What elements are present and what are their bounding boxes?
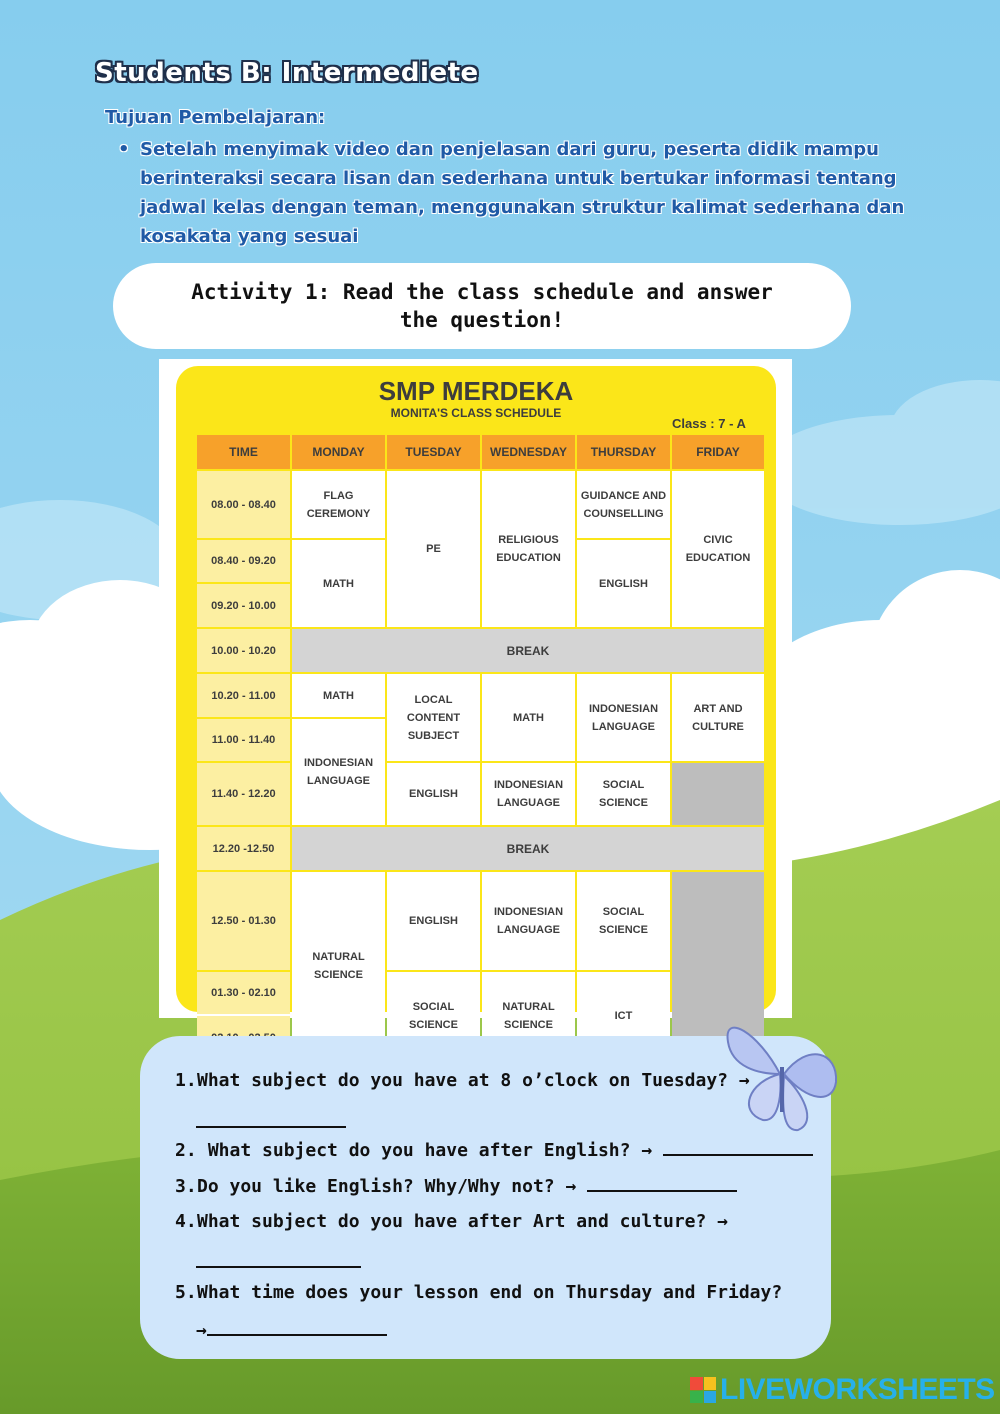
cell-monday-math: MATH	[292, 540, 385, 627]
time-slot: 12.20 -12.50	[197, 827, 290, 870]
question-1	[175, 1070, 750, 1091]
time-slot: 11.00 - 11.40	[197, 719, 290, 761]
cell-friday-civic: CIVIC EDUCATION	[672, 471, 764, 627]
time-slot: 09.20 - 10.00	[197, 584, 290, 627]
header-thursday: THURSDAY	[577, 435, 670, 469]
cell-wednesday-indonesian-2: INDONESIAN LANGUAGE	[482, 872, 575, 970]
question-2	[175, 1140, 813, 1161]
time-slot: 10.20 - 11.00	[197, 674, 290, 717]
cell-monday-flag-ceremony: FLAG CEREMONY	[292, 471, 385, 538]
activity-title-box	[113, 263, 851, 349]
arrow-icon: →	[196, 1320, 207, 1341]
header-time: TIME	[197, 435, 290, 469]
time-slot: 08.40 - 09.20	[197, 540, 290, 582]
objective-heading: Tujuan Pembelajaran:	[105, 107, 326, 128]
bullet-icon: •	[118, 139, 130, 160]
header-tuesday: TUESDAY	[387, 435, 480, 469]
brand-name: LIVEWORKSHEETS	[720, 1373, 995, 1406]
question-text: Do you like English? Why/Why not? →	[197, 1176, 577, 1197]
cell-tuesday-pe: PE	[387, 471, 480, 627]
cell-thursday-english: ENGLISH	[577, 540, 670, 627]
cell-wednesday-religious: RELIGIOUS EDUCATION	[482, 471, 575, 627]
question-4	[175, 1211, 728, 1232]
answer-line[interactable]	[587, 1178, 737, 1192]
question-text: What time does your lesson end on Thursday and Friday?	[197, 1282, 783, 1303]
question-number: 4.	[175, 1211, 197, 1232]
objective-body: Setelah menyimak video dan penjelasan dari guru, peserta didik mampu berinteraksi secara lisan dan sederhana untuk bertukar informasi tentang jadwal kelas dengan teman, menggunakan struktur kalimat sederhana dan kosakata yang sesuai	[140, 139, 905, 247]
question-number: 5.	[175, 1282, 197, 1303]
question-number: 3.	[175, 1176, 197, 1197]
cell-wednesday-natural: NATURAL SCIENCE	[482, 972, 575, 1060]
cell-thursday-ict: ICT	[577, 972, 670, 1060]
time-slot-group	[197, 872, 290, 970]
answer-line[interactable]	[663, 1142, 813, 1156]
logo-square	[690, 1377, 703, 1390]
logo-square	[690, 1391, 703, 1404]
answer-line[interactable]	[207, 1322, 387, 1336]
cell-wednesday-math: MATH	[482, 674, 575, 761]
cell-wednesday-indonesian: INDONESIAN LANGUAGE	[482, 763, 575, 825]
cell-friday-empty	[672, 763, 764, 825]
answer-blank-1[interactable]	[196, 1112, 346, 1133]
activity-title: Activity 1: Read the class schedule and answer the question!	[191, 280, 773, 332]
time-slot: 10.00 - 10.20	[197, 629, 290, 672]
cell-tuesday-local-content: LOCAL CONTENT SUBJECT	[387, 674, 480, 761]
objective-text	[118, 135, 918, 251]
cell-thursday-indonesian: INDONESIAN LANGUAGE	[577, 674, 670, 761]
header-friday: FRIDAY	[672, 435, 764, 469]
schedule-subtitle: MONITA'S CLASS SCHEDULE	[390, 406, 562, 420]
cell-tuesday-social: SOCIAL SCIENCE	[387, 972, 480, 1060]
cell-thursday-social: SOCIAL SCIENCE	[577, 763, 670, 825]
logo-square	[704, 1377, 717, 1390]
cell-friday-art: ART AND CULTURE	[672, 674, 764, 761]
question-number: 1.	[175, 1070, 197, 1091]
cell-break: BREAK	[292, 629, 764, 672]
class-label: Class : 7 - A	[672, 416, 746, 431]
brand-logo-icon	[690, 1377, 716, 1403]
cell-tuesday-english-2: ENGLISH	[387, 872, 480, 970]
question-3	[175, 1176, 737, 1197]
logo-square	[704, 1391, 717, 1404]
cell-break: BREAK	[292, 827, 764, 870]
cell-monday-math-2: MATH	[292, 674, 385, 717]
answer-blank-4[interactable]	[196, 1252, 361, 1273]
time-slot: 12.50 - 01.30	[211, 915, 276, 927]
timetable	[197, 435, 754, 1031]
school-name: SMP MERDEKA	[378, 376, 574, 406]
question-text: What subject do you have after English? →	[197, 1140, 653, 1161]
page-title: Students B: Intermediete	[95, 58, 479, 88]
header-wednesday: WEDNESDAY	[482, 435, 575, 469]
header-monday: MONDAY	[292, 435, 385, 469]
time-slot: 11.40 - 12.20	[197, 763, 290, 825]
answer-line[interactable]	[196, 1254, 361, 1268]
cell-monday-natural-science: NATURAL SCIENCE	[292, 872, 385, 1060]
time-slot: 01.30 - 02.10	[197, 972, 290, 1014]
question-text: What subject do you have at 8 o’clock on Tuesday? →	[197, 1070, 750, 1091]
cell-monday-indonesian: INDONESIAN LANGUAGE	[292, 719, 385, 825]
answer-blank-5[interactable]	[196, 1320, 387, 1341]
liveworksheets-logo	[690, 1373, 995, 1407]
cell-thursday-guidance: GUIDANCE AND COUNSELLING	[577, 471, 670, 538]
question-number: 2.	[175, 1140, 197, 1161]
time-slot: 08.00 - 08.40	[197, 471, 290, 538]
question-text: What subject do you have after Art and culture? →	[197, 1211, 729, 1232]
cell-thursday-social-2: SOCIAL SCIENCE	[577, 872, 670, 970]
cell-tuesday-english: ENGLISH	[387, 763, 480, 825]
question-5	[175, 1282, 782, 1303]
answer-line[interactable]	[196, 1114, 346, 1128]
